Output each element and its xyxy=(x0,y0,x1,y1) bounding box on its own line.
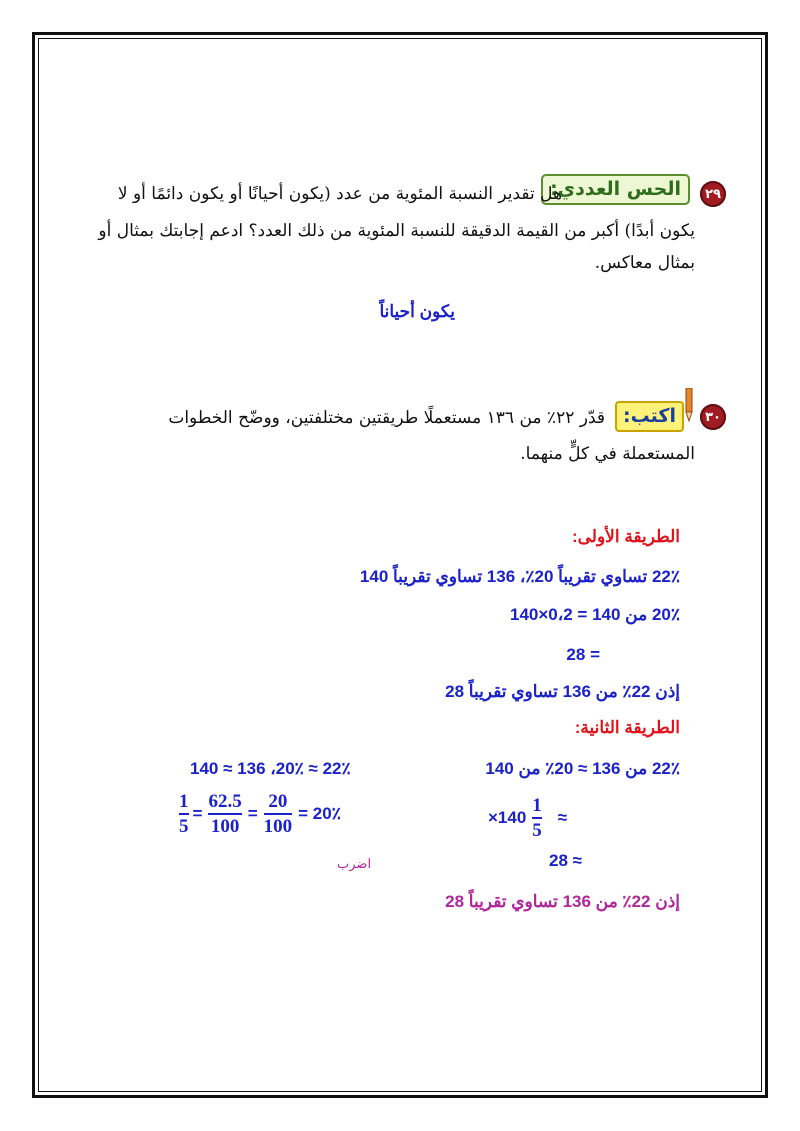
pencil-icon xyxy=(682,388,696,422)
method-1-step-2: 20٪ من 140 = 0،2×140 xyxy=(509,605,680,624)
write-tag: اكتب: xyxy=(615,401,684,432)
question-30-line-1: قدّر ٢٢٪ من ١٣٦ مستعملًا طريقتين مختلفتين، ووضّح الخطوات xyxy=(168,408,605,428)
method-1-title: الطريقة الأولى: xyxy=(571,527,680,546)
method-1-conclusion: إذن 22٪ من 136 تساوي تقريباً 28 xyxy=(445,682,680,701)
equals-sign-2: = xyxy=(192,804,203,823)
method-1-step-1: 22٪ تساوي تقريباً 20٪، 136 تساوي تقريباً 140 xyxy=(359,567,680,586)
multiply-note: اضرب xyxy=(337,856,372,871)
fraction-62-5-over-100: $\frac{62.5}{100}$ xyxy=(208,791,242,837)
question-29-line-1: هل تقدير النسبة المئوية من عدد (يكون أحيانًا أو يكون دائمًا أو لا xyxy=(117,184,562,204)
question-29-answer: يكون أحياناً xyxy=(379,302,455,321)
equals-sign-1: = xyxy=(247,804,258,823)
approx-sign-right: ≈ xyxy=(557,808,568,827)
method-2-right-step-1: 22٪ من 136 ≈ 20٪ من 140 xyxy=(485,759,680,778)
method-2-left-step-2 xyxy=(175,792,341,836)
twenty-percent-equals: 20٪ = xyxy=(298,804,341,823)
fraction-one-fifth-right: $\frac{1}{5}$ xyxy=(532,795,542,841)
fraction-one-fifth-left: $\frac{1}{5}$ xyxy=(179,791,189,837)
method-1-step-3: = 28 xyxy=(566,645,600,664)
question-30-line-2: المستعملة في كلٍّ منهما. xyxy=(520,444,695,464)
question-29-number-badge: ٢٩ xyxy=(700,181,726,207)
multiply-140: ×140 xyxy=(488,808,527,827)
fraction-20-over-100: $\frac{20}{100}$ xyxy=(263,791,293,837)
question-29-line-3: بمثال معاكس. xyxy=(594,253,695,273)
question-30-number-badge: ٣٠ xyxy=(700,404,726,430)
number-sense-tag: الحس العددي: xyxy=(541,174,690,205)
method-2-right-step-3: ≈ 28 xyxy=(549,851,582,870)
method-2-right-step-2 xyxy=(488,796,567,840)
question-29-line-2: يكون أبدًا) أكبر من القيمة الدقيقة للنسبة المئوية من ذلك العدد؟ ادعم إجابتك بمثال أو xyxy=(98,221,695,241)
method-2-title: الطريقة الثانية: xyxy=(574,718,680,737)
method-2-left-step-1: 22٪ ≈ 20٪، 136 ≈ 140 xyxy=(190,759,351,778)
method-2-conclusion: إذن 22٪ من 136 تساوي تقريباً 28 xyxy=(445,892,680,911)
